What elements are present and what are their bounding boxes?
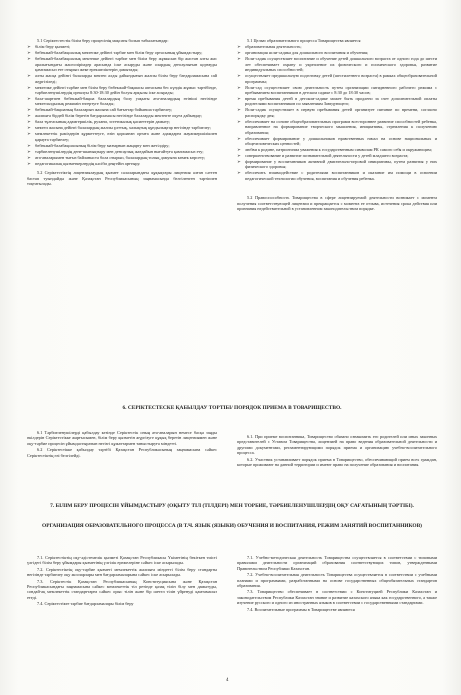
list-item: ➢ мектепке дейінгі тәрбие мен білім беру бөбекжай-бақшасы аптасына бес күндік жұмыс тәртібінде, тәрбиеленушілердің орналуы 8:30-18:30 дейін болуы арқылы іске асырады; [27, 85, 217, 96]
section5-kz-intro: 5.1 Серіктестестік білім беру процесінің мақсаты болып табылатындар: [37, 38, 169, 43]
list-item: ➢ осуществляет предшкольную подготовку детей (шестилетнего возраста) в рамках общеобразовательной программы; [237, 73, 437, 84]
list-item: ➢ бөбекжай-балабақшасының білім беру мазмұнын жаңарту мен жетілдіру; [27, 143, 217, 148]
list-item: ➢ алты жасқа дейінгі балаларды мектеп алды дайындығын жалпы білім беру бағдарламасына сай жүргізіледі; [27, 73, 217, 84]
section6-ru-column [237, 434, 437, 468]
list-item: ➢ Ясли-садик осуществляет в первую пребывания детей организует питание по времени, согласно распорядку дня; [237, 107, 437, 118]
section7-kz-p74: 7.4. Серіктестікте тәрбие бағдарламалары білім беру [37, 601, 134, 607]
section7-ru-column [237, 555, 437, 613]
list-item: ➢ формирование у воспитанников активной двигательно-игровой инициативы, путем развития у них физического здоровья; [237, 159, 437, 170]
list-item: ➢ жалпыға бірдей білім беретін бағдарламасы негізінде балаларды мектепте оқуға дайындау; [27, 113, 217, 118]
section5-kz-list [27, 44, 217, 166]
section5-ru-column [237, 38, 437, 213]
list-item: ➢ организация ясли-садика для дошкольного воспитания и обучения; [237, 50, 437, 55]
list-item: ➢ обеспечивает на основе общеобразовательных программ всестороннее развитие способностей ребенка, направленное на формирование творческого мышления, инициативы, стремления к получению образования; [237, 119, 437, 135]
list-item: ➢ бөбекжай-балабақшалық мектепке дейінгі тәрбие мен білім беру жұмысын бір жастан алты жас аралығындағы жасөспірімдер арасында іске асыруды және олардың денсаулығын қорғауды қамтамасыз ете отырып жеке ерекшеліктерін дамытады; [27, 56, 217, 72]
list-item: ➢ мектеп жасына дейінгі балалардың жалпы ұлттық, халықтық құндылықтар негізінде тәрбиелеу; [27, 125, 217, 130]
page-number: 4 [226, 678, 229, 683]
list-item: ➢ бала-шартпен бөбекжай-бақша балалардың болу уақыты ата-аналардың өтініші негізінде мектепалдылық режимін өзгертуге болады; [27, 96, 217, 107]
section6-kz-p61: 6.1 Тәрбиеленушілерді қабылдау кезінде Серіктестік оның ата-аналарын немесе басқа заңды өкілдерін Серіктестікке жарғысымен, білім беру қызметін жүргізуге құқық беретін лицензиямен және оқу-тәрбие процесін ұйымдастыратын негізгі құжаттармен таныстыруға міндетті. [27, 430, 217, 446]
section6-heading: 6. СЕРІКТЕСТЕСКЕ ҚАБЫЛДАУ ТОРТІБІ/ ПОРЯДОК ПРИЕМА В ТОВАРИЩЕСТВО. [122, 405, 342, 411]
list-item: ➢ обеспечить взаимодействие с родителями воспитанников и оказание им помощи в освоении педагогической технологии обучения, воспитания и обучения ребенка. [237, 170, 437, 181]
list-item: ➢ время пребывания детей в детском-садике может быть продлено за счет дополнительной оплаты родителями воспитанников по заявлениям Заведующего; [237, 96, 437, 107]
section5-ru-list [237, 44, 437, 181]
section7-heading-ru: ОРГАНИЗАЦИЯ ОБРАЗОВАТЕЛЬНОГО ПРОЦЕССА (В Т.Ч. ЯЗЫК (ЯЗЫКИ) ОБУЧЕНИЯ И ВОСПИТАНИЯ, РЕЖИМ ЗАНЯТИЙ ВОСПИТАННИКОВ) [42, 523, 422, 529]
list-item: ➢ ата-аналарымен тығыз байланыста бола отырып, балалардың толық дамуына көмек көрсету; [27, 155, 217, 160]
list-item: ➢ обеспечивает формирование у дошкольников нравственных начал на основе национальных и общечеловеческих ценностей; [237, 136, 437, 147]
section6-ru-p62: 6.2. Участник устанавливает порядок приема в Товарищество, обеспечивающий прием всех граждан, которые проживают на данной территории и имеют право на получение образования и воспитания. [237, 456, 437, 468]
list-item: ➢ совершенствование и развитие познавательной деятельности у детей младшего возраста; [237, 153, 437, 158]
list-item: ➢ образовательная деятельность; [237, 44, 437, 49]
list-item: ➢ мемлекеттік рәміздерін құрметтеуге, өзін қоршаған ортаға және адамдарға жауапкершілікпен қарауға тәрбиелеу; [27, 131, 217, 142]
list-item: ➢ педагогикалық қызметкерлердің кәсіби деңгейін арттыру. [27, 161, 217, 166]
section6-kz-p62: 6.2 Серіктестікке қабылдау тәртібі Қазақстан Республикасының заңнамасына сәйкес Серіктестіктің өзі белгілейді. [27, 447, 217, 458]
list-item: ➢ Ясли-садик осуществляет воспитание и обучение детей дошкольного возраста от одного года до шести лет обеспечивает охрану и укрепление их физического и психического здоровья, развитие индивидуальных способностей; [237, 56, 437, 72]
section5-kz-column [27, 38, 217, 187]
section7-kz-p72: 7.2. Серіктестіктің оқу-тәрбие қызметі мемлекеттік жалпыға міндетті білім беру стандарты негізінде тәрбиелеу оқу жоспарлары мен бағдарламаларына сәйкес іске асырылады. [27, 566, 217, 578]
list-item: ➢ бөбекжай-балабақшалық мектепке дейінгі тәрбие мен білім беру ортасының ұйымдастыру; [27, 50, 217, 55]
list-item: ➢ любви к родине, патриотизма уважения к государственным символам РК самого себя и окружающим; [237, 147, 437, 152]
section7-ru-p74: 7.4. Воспитательные программы в Товариществе являются [247, 606, 355, 612]
section7-kz-p71: 7.1. Серіктестіктің оқу-әдістемелік қызметі Қазақстан Республикасы Үкіметінің бекіткен тиісті үлгідегі білім беру ұйымдары қызметінің үлгілік ережелеріне сәйкес іске асырылады. [27, 555, 217, 566]
list-item: ➢ тәрбиеленушілердің дене-шынықтыру мен денсаулық жағдайын нығайтуға қамтамасыз ету; [27, 149, 217, 154]
section6-kz-column [27, 430, 217, 459]
list-item: ➢ бөбекжай-бақшаның балаларын жасына сай бағыттар бойынша тәрбиелеу; [27, 107, 217, 112]
section7-kz-p73: 7.3. Серіктестік Қазақстан Республикасының Конституциясына және Қазақстан Республикасындағы заңнамасына сәйкес мемлекеттік тіл ретінде қазақ тілін білу мен дамытуды, сондай-ақ мемлекеттік стандарттарға сәйкес орыс тілін және бір шетел тілін үйренуді қамтамасыз етеді. [27, 578, 217, 600]
section7-heading-kz: 7. БІЛІМ БЕРУ ПРОЦЕСІН ҰЙЫМДАСТЫРУ (ОҚЫТУ ТІЛ (ТІЛДЕРІ) МЕН ТОРБИЕ, ТӘРБИЕЛЕНУШІЛЕРДІҢ ОҚУ САҒАТЫНЫҢ ТӘРТІБІ). [50, 503, 414, 509]
section7-kz-column [27, 555, 217, 608]
section5-ru-intro: 5.1 Целью образовательного процесса Товарищества является [247, 38, 361, 43]
section7-ru-p72: 7.2. Учебно-воспитательная деятельность Товарищества осуществляется в соответствии с учебными планами и программами, разработанными на основе государственных общеобязательных стандартов образования. [237, 572, 437, 589]
list-item: ➢ бала тұлғасының адамгершілік, рухани, эстетикалық қасиеттерін дамыту; [27, 119, 217, 124]
section7-ru-p71: 7.1. Учебно-методическая деятельность Товарищества осуществляется в соответствии с типовыми правилами деятельности организаций образования соответствующих типов, утвержденными Правительством Республики Казахстан. [237, 555, 437, 571]
section5-ru-p52: 5.2 Правоспособность Товарищества в сфере лицензируемой деятельности возникает с момента получения соответствующей лицензии и прекращается с момента ее отзыва, истечения срока действия или признания недействительной в установленном законодательством порядке. [237, 195, 437, 212]
section7-ru-p73: 7.3. Товарищество обеспечивает в соответствии с Конституцией Республики Казахстан и законодательством Республики Казахстан знание и развитие казахского языка как государственного, а также изучение русского и одного из иностранных языков в соответствии с государственными стандартами. [237, 589, 437, 606]
section6-ru-p61: 6.1. При приеме воспитанника, Товарищество обязано ознакомить его родителей или иных законных представителей с Уставом Товарищества, лицензией на право ведения образовательной деятельности и другими документами, регламентирующими порядок приема и организацию учебно-воспитательного процесса. [237, 434, 437, 456]
section5-kz-p52: 5.2 Серіктестіктің лицензиялаудың қызмет салаларындағы құқықтары лицензия алған сәттен бастап туындайды және Қазақстан Республикасының заңнамасында белгіленген тәртіппен тоқтатылады. [27, 170, 217, 187]
list-item: ➢ білім беру қызметі; [27, 44, 217, 49]
list-item: ➢ Ясли-сад осуществляет свою деятельность путем организации пятидневного рабочего режима с пребыванием воспитанников в детском садике с 8:30 до 18:30 часов; [237, 85, 437, 96]
